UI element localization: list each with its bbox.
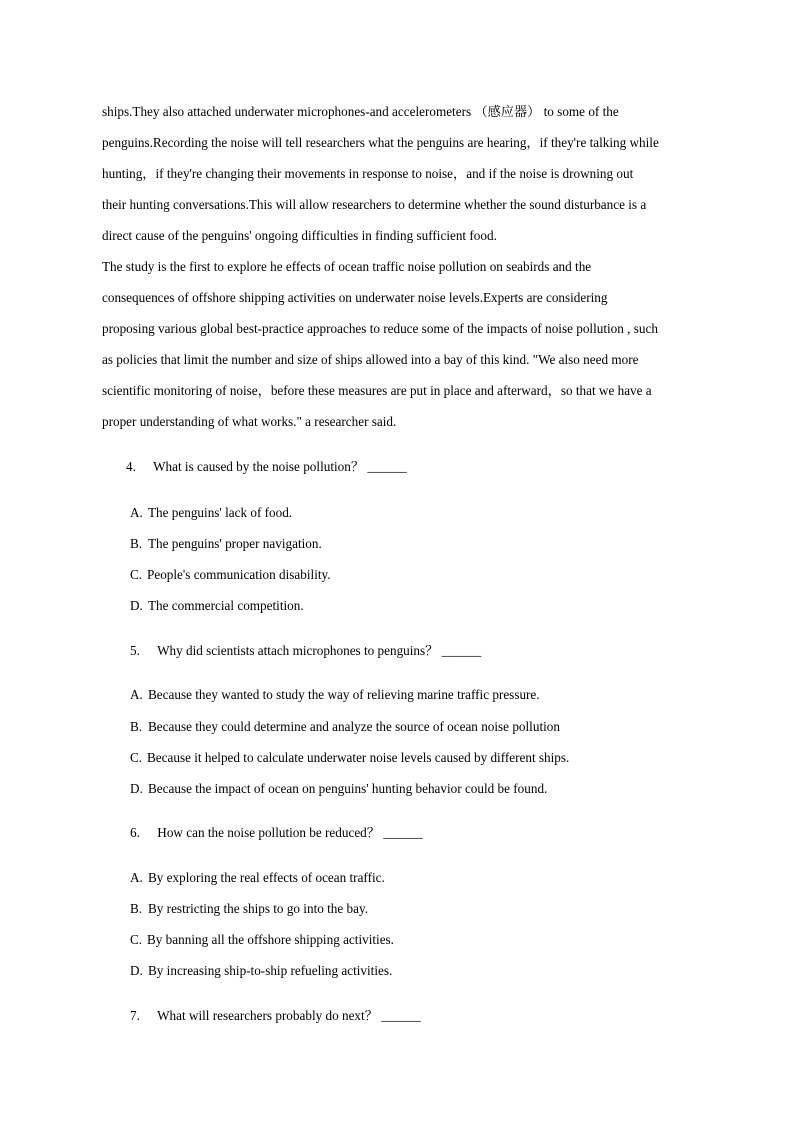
- question-number: 7.: [130, 1008, 140, 1023]
- passage-line: as policies that limit the number and size of ships allowed into a bay of this kind. "We also need more: [102, 352, 639, 367]
- passage-line: their hunting conversations.This will allow researchers to determine whether the sound disturbance is a: [102, 197, 647, 212]
- option-d[interactable]: [130, 963, 392, 979]
- option-a[interactable]: [130, 687, 540, 703]
- answer-blank[interactable]: ______: [441, 643, 482, 658]
- option-text: By exploring the real effects of ocean traffic.: [148, 870, 385, 885]
- option-letter: D.: [130, 598, 143, 613]
- option-text: The penguins' proper navigation.: [148, 536, 322, 551]
- option-d[interactable]: [130, 781, 547, 797]
- option-letter: C.: [130, 567, 143, 582]
- option-letter: B.: [130, 536, 143, 551]
- option-letter: B.: [130, 719, 143, 734]
- question-4: [126, 459, 409, 475]
- option-a[interactable]: [130, 870, 385, 886]
- passage-line: penguins.Recording the noise will tell researchers what the penguins are hearing，if they're talking while: [102, 135, 659, 150]
- question-6: [130, 825, 425, 841]
- option-b[interactable]: [130, 536, 322, 552]
- question-5: [130, 643, 484, 659]
- question-text: Why did scientists attach microphones to penguins？: [157, 643, 439, 658]
- option-c[interactable]: [130, 932, 394, 948]
- option-text: By restricting the ships to go into the bay.: [148, 901, 369, 916]
- option-letter: A.: [130, 870, 143, 885]
- option-text: By banning all the offshore shipping activities.: [147, 932, 394, 947]
- option-b[interactable]: [130, 719, 560, 735]
- option-text: Because they could determine and analyze the source of ocean noise pollution: [148, 719, 560, 734]
- question-number: 6.: [130, 825, 140, 840]
- option-text: The commercial competition.: [148, 598, 304, 613]
- option-letter: D.: [130, 963, 143, 978]
- option-text: Because they wanted to study the way of relieving marine traffic pressure.: [148, 687, 540, 702]
- option-letter: C.: [130, 750, 143, 765]
- option-text: Because it helped to calculate underwater noise levels caused by different ships.: [147, 750, 570, 765]
- option-text: Because the impact of ocean on penguins' hunting behavior could be found.: [148, 781, 548, 796]
- question-text: What will researchers probably do next？: [157, 1008, 378, 1023]
- passage-line: scientific monitoring of noise，before these measures are put in place and afterward，so that we have a: [102, 383, 652, 398]
- question-text: How can the noise pollution be reduced？: [157, 825, 380, 840]
- option-text: People's communication disability.: [147, 567, 331, 582]
- question-number: 5.: [130, 643, 140, 658]
- question-7: [130, 1008, 423, 1024]
- option-letter: A.: [130, 687, 143, 702]
- passage-line: proposing various global best-practice approaches to reduce some of the impacts of noise pollution , such: [102, 321, 658, 336]
- passage-line: ships.They also attached underwater microphones-and accelerometers （感应器） to some of the: [102, 104, 619, 119]
- option-a[interactable]: [130, 505, 292, 521]
- option-letter: C.: [130, 932, 143, 947]
- passage-line: proper understanding of what works." a researcher said.: [102, 414, 397, 429]
- passage-line: consequences of offshore shipping activities on underwater noise levels.Experts are considering: [102, 290, 608, 305]
- answer-blank[interactable]: ______: [381, 1008, 421, 1023]
- passage-line: direct cause of the penguins' ongoing difficulties in finding sufficient food.: [102, 228, 497, 243]
- answer-blank[interactable]: ______: [383, 825, 423, 840]
- option-c[interactable]: [130, 750, 569, 766]
- passage-line: hunting，if they're changing their movements in response to noise，and if the noise is drowning out: [102, 166, 634, 181]
- passage-line: The study is the first to explore he effects of ocean traffic noise pollution on seabirds and the: [102, 259, 592, 274]
- question-number: 4.: [126, 459, 136, 474]
- option-letter: A.: [130, 505, 143, 520]
- option-text: By increasing ship-to-ship refueling activities.: [148, 963, 393, 978]
- option-letter: B.: [130, 901, 143, 916]
- option-d[interactable]: [130, 598, 304, 614]
- option-letter: D.: [130, 781, 143, 796]
- option-text: The penguins' lack of food.: [148, 505, 293, 520]
- option-c[interactable]: [130, 567, 331, 583]
- option-b[interactable]: [130, 901, 368, 917]
- question-text: What is caused by the noise pollution？: [153, 459, 365, 474]
- answer-blank[interactable]: ______: [367, 459, 407, 474]
